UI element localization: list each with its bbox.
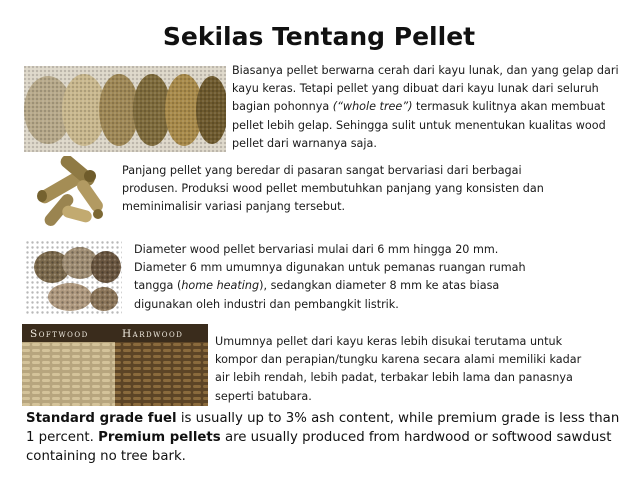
section3-text-part1: Diameter wood pellet bervariasi mulai dari 6 mm hingga 20 mm. Diameter 6 mm umumnya digunakan untuk pemanas ruangan rumah tangga ( [134,243,526,293]
section2-text: Panjang pellet yang beredar di pasaran sangat bervariasi dari berbagai produsen. Produksi wood pellet membutuhkan panjang yang konsisten dan meminimalisir variasi panjang tersebut. [122,164,544,214]
long-pellets-photo [26,156,114,232]
standard-grade-label: Standard grade fuel [26,411,177,426]
pellet-piles-photo [26,241,122,315]
section1-text-part3: termasuk kulitnya akan membuat pellet lebih gelap. Sehingga sulit untuk menentukan kualitas wood pellet dari warnanya saja. [232,100,606,150]
section4-text: Umumnya pellet dari kayu keras lebih disukai terutama untuk kompor dan perapian/tungku karena secara alami memiliki kadar air lebih rendah, lebih padat, terbakar lebih lama dan panasnya seperti batubara. [215,335,582,403]
section3-text [134,241,544,314]
bottom-text-part2: are usually produced from hardwood or softwood sawdust containing no tree bark. [26,430,612,464]
section3-text-emphasis: home heating [181,279,260,293]
section1-text [232,62,622,153]
bottom-text-part1: is usually up to 3% ash content, while premium grade is less than 1 percent. [26,411,620,445]
pellet-color-rows-photo [24,66,226,152]
softwood-hardwood-photo [22,324,208,406]
section1-text-emphasis: (“whole tree”) [332,100,413,114]
section1-text-part1: Biasanya pellet berwarna cerah dari kayu lunak, dan yang gelap dari kayu keras. Tetapi pellet yang dibuat dari kayu lunak dari seluruh bagian pohonnya [232,64,619,114]
section3-text-part3: ), sedangkan diameter 8 mm ke atas biasa digunakan oleh industri dan pembangkit listrik. [134,279,500,311]
hardwood-label: Hardwood [122,328,184,340]
softwood-label: Softwood [30,328,89,340]
bottom-paragraph [26,409,626,466]
premium-pellets-label: Premium pellets [98,430,221,445]
page-title: Sekilas Tentang Pellet [162,22,476,51]
